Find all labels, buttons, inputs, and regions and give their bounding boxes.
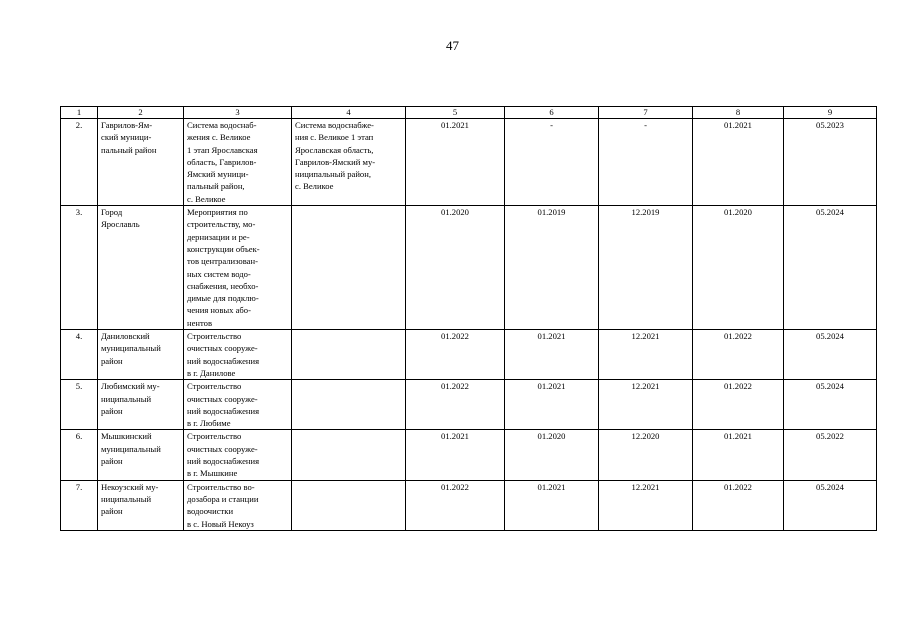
place-cell xyxy=(292,330,406,380)
district-cell-line: Некоузский му- xyxy=(101,481,159,492)
date-cell-6: - xyxy=(505,119,599,206)
object-cell-line: водоочистки xyxy=(187,506,234,517)
object-cell-line: дозабора и станции xyxy=(187,493,259,504)
date-cell-8: 01.2022 xyxy=(693,330,784,380)
object-cell xyxy=(184,206,292,330)
date-cell-9: 05.2024 xyxy=(784,380,877,430)
date-cell-9: 05.2022 xyxy=(784,430,877,480)
place-cell xyxy=(292,119,406,206)
object-cell-line: область, Гаврилов- xyxy=(187,156,257,167)
place-cell xyxy=(292,206,406,330)
district-cell-line: район xyxy=(101,506,123,517)
table-row xyxy=(61,206,877,330)
object-cell-line: Строительство xyxy=(187,331,242,342)
row-number-cell: 7. xyxy=(61,480,98,530)
header-cell: 6 xyxy=(505,107,599,119)
table-row xyxy=(61,330,877,380)
date-cell-7: - xyxy=(599,119,693,206)
place-cell-line: Гаврилов-Ямский му- xyxy=(295,156,376,167)
date-cell-5: 01.2020 xyxy=(406,206,505,330)
district-cell-line: Даниловский xyxy=(101,331,150,342)
header-cell: 1 xyxy=(61,107,98,119)
date-cell-8: 01.2022 xyxy=(693,480,784,530)
table-row xyxy=(61,119,877,206)
object-cell-line: в г. Мышкине xyxy=(187,468,238,479)
object-cell-line: ных систем водо- xyxy=(187,268,251,279)
district-cell-line: Гаврилов-Ям- xyxy=(101,120,153,130)
place-cell-line: Система водоснабже- xyxy=(295,120,374,130)
district-cell-line: Мышкинский xyxy=(101,431,152,442)
header-cell: 5 xyxy=(406,107,505,119)
object-cell-line: ний водоснабжения xyxy=(187,355,260,366)
district-cell-line: ский муници- xyxy=(101,132,152,143)
object-cell-line: пальный район, xyxy=(187,181,245,192)
district-cell-line: ниципальный xyxy=(101,493,152,504)
table-row xyxy=(61,380,877,430)
date-cell-8: 01.2021 xyxy=(693,430,784,480)
row-number-cell: 5. xyxy=(61,380,98,430)
date-cell-5: 01.2021 xyxy=(406,119,505,206)
object-cell-line: дернизации и ре- xyxy=(187,231,250,242)
date-cell-5: 01.2022 xyxy=(406,380,505,430)
object-cell-line: Строительство xyxy=(187,381,242,392)
object-cell-line: 1 этап Ярославская xyxy=(187,144,258,155)
object-cell xyxy=(184,380,292,430)
date-cell-6: 01.2021 xyxy=(505,330,599,380)
date-cell-6: 01.2021 xyxy=(505,380,599,430)
object-cell-line: Строительство xyxy=(187,431,242,442)
district-cell xyxy=(98,330,184,380)
date-cell-7: 12.2021 xyxy=(599,480,693,530)
district-cell-line: район xyxy=(101,355,123,366)
object-cell xyxy=(184,430,292,480)
place-cell-line: ния с. Великое 1 этап xyxy=(295,132,374,143)
district-cell-line: муниципальный xyxy=(101,443,161,454)
object-cell-line: с. Великое xyxy=(187,193,226,204)
district-cell xyxy=(98,206,184,330)
district-cell-line: Любимский му- xyxy=(101,381,160,392)
place-cell xyxy=(292,430,406,480)
header-cell: 4 xyxy=(292,107,406,119)
date-cell-9: 05.2024 xyxy=(784,330,877,380)
object-cell xyxy=(184,330,292,380)
date-cell-7: 12.2020 xyxy=(599,430,693,480)
object-cell-line: ний водоснабжения xyxy=(187,405,260,416)
object-cell-line: конструкции объек- xyxy=(187,243,260,254)
place-cell xyxy=(292,480,406,530)
place-cell-line: ниципальный район, xyxy=(295,169,371,180)
schedule-table xyxy=(60,106,877,531)
object-cell-line: Мероприятия по xyxy=(187,207,248,218)
district-cell-line: район xyxy=(101,405,123,416)
object-cell-line: очистных сооруже- xyxy=(187,393,258,404)
date-cell-7: 12.2019 xyxy=(599,206,693,330)
object-cell-line: снабжения, необхо- xyxy=(187,280,259,291)
date-cell-9: 05.2023 xyxy=(784,119,877,206)
object-cell-line: димые для подклю- xyxy=(187,293,259,304)
object-cell-line: в с. Новый Некоуз xyxy=(187,518,254,529)
object-cell-line: очистных сооруже- xyxy=(187,443,258,454)
object-cell-line: строительству, мо- xyxy=(187,219,256,230)
header-cell: 3 xyxy=(184,107,292,119)
object-cell-line: Строительство во- xyxy=(187,481,255,492)
table-body xyxy=(61,119,877,531)
object-cell xyxy=(184,119,292,206)
row-number-cell: 3. xyxy=(61,206,98,330)
date-cell-5: 01.2022 xyxy=(406,480,505,530)
place-cell-line: Ярославская область, xyxy=(295,144,374,155)
district-cell xyxy=(98,480,184,530)
district-cell-line: пальный район xyxy=(101,144,157,155)
object-cell-line: ний водоснабжения xyxy=(187,456,260,467)
header-cell: 8 xyxy=(693,107,784,119)
object-cell-line: Система водоснаб- xyxy=(187,120,257,130)
date-cell-5: 01.2022 xyxy=(406,330,505,380)
date-cell-5: 01.2021 xyxy=(406,430,505,480)
page-number: 47 xyxy=(446,38,459,53)
row-number-cell: 6. xyxy=(61,430,98,480)
table-row xyxy=(61,480,877,530)
object-cell-line: в г. Любиме xyxy=(187,418,231,429)
district-cell-line: район xyxy=(101,456,123,467)
row-number-cell: 4. xyxy=(61,330,98,380)
date-cell-9: 05.2024 xyxy=(784,206,877,330)
header-cell: 2 xyxy=(98,107,184,119)
place-cell-line: с. Великое xyxy=(295,181,334,192)
district-cell xyxy=(98,119,184,206)
header-cell: 7 xyxy=(599,107,693,119)
date-cell-7: 12.2021 xyxy=(599,380,693,430)
object-cell-line: очистных сооруже- xyxy=(187,343,258,354)
object-cell-line: нентов xyxy=(187,317,213,328)
date-cell-6: 01.2019 xyxy=(505,206,599,330)
district-cell-line: Ярославль xyxy=(101,219,140,230)
date-cell-7: 12.2021 xyxy=(599,330,693,380)
district-cell-line: ниципальный xyxy=(101,393,152,404)
object-cell-line: чения новых або- xyxy=(187,305,251,316)
object-cell xyxy=(184,480,292,530)
header-cell: 9 xyxy=(784,107,877,119)
date-cell-8: 01.2022 xyxy=(693,380,784,430)
district-cell-line: муниципальный xyxy=(101,343,161,354)
place-cell xyxy=(292,380,406,430)
date-cell-8: 01.2020 xyxy=(693,206,784,330)
date-cell-6: 01.2021 xyxy=(505,480,599,530)
object-cell-line: жения с. Великое xyxy=(187,132,251,143)
district-cell xyxy=(98,380,184,430)
object-cell-line: в г. Данилове xyxy=(187,367,236,378)
date-cell-9: 05.2024 xyxy=(784,480,877,530)
date-cell-8: 01.2021 xyxy=(693,119,784,206)
date-cell-6: 01.2020 xyxy=(505,430,599,480)
object-cell-line: Ямский муници- xyxy=(187,169,249,180)
district-cell-line: Город xyxy=(101,207,123,218)
table-row xyxy=(61,430,877,480)
district-cell xyxy=(98,430,184,480)
object-cell-line: тов централизован- xyxy=(187,256,258,267)
table-header-row xyxy=(61,107,877,119)
row-number-cell: 2. xyxy=(61,119,98,206)
